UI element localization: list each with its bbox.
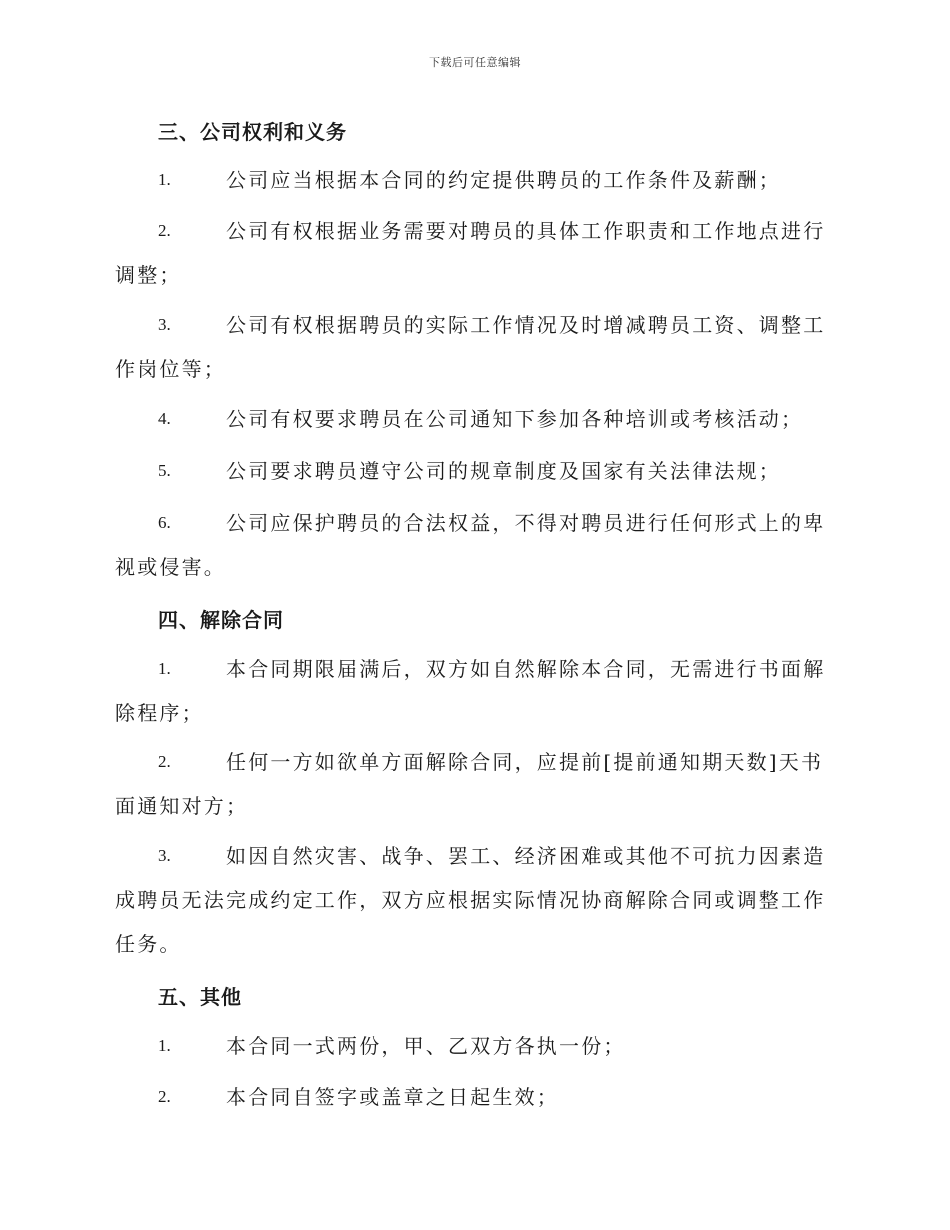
- section-heading: 五、其他: [158, 985, 242, 1009]
- item-number: 2.: [158, 1087, 171, 1106]
- item-number: 1.: [158, 1036, 171, 1055]
- item-number: 2.: [158, 752, 171, 771]
- item-text: 如因自然灾害、战争、罢工、经济困难或其他不可抗力因素造成聘员无法完成约定工作，双方应根据实际情况协商解除合同或调整工作任务。: [115, 844, 826, 956]
- item-text: 本合同一式两份，甲、乙双方各执一份；: [226, 1034, 626, 1058]
- list-item: [115, 752, 835, 828]
- item-number: 4.: [158, 409, 171, 428]
- item-number: 5.: [158, 461, 171, 480]
- header-note: 下载后可任意编辑: [429, 56, 521, 69]
- list-item: [115, 513, 835, 589]
- item-text: 本合同期限届满后，双方如自然解除本合同，无需进行书面解除程序；: [115, 657, 826, 725]
- list-item: [115, 315, 835, 391]
- item-text: 公司要求聘员遵守公司的规章制度及国家有关法律法规；: [226, 459, 781, 483]
- item-text: 公司有权根据聘员的实际工作情况及时增减聘员工资、调整工作岗位等；: [115, 313, 826, 381]
- list-item: [115, 409, 835, 441]
- list-item: [115, 461, 835, 493]
- list-item: [115, 1036, 835, 1068]
- section-heading: 四、解除合同: [158, 608, 284, 632]
- item-text: 任何一方如欲单方面解除合同，应提前[提前通知期天数]天书面通知对方；: [115, 750, 824, 818]
- item-text: 公司应当根据本合同的约定提供聘员的工作条件及薪酬；: [226, 168, 781, 192]
- item-number: 1.: [158, 659, 171, 678]
- item-text: 本合同自签字或盖章之日起生效；: [226, 1085, 559, 1109]
- list-item: [115, 846, 835, 966]
- list-item: [115, 221, 835, 297]
- list-item: [115, 170, 835, 202]
- item-text: 公司应保护聘员的合法权益，不得对聘员进行任何形式上的卑视或侵害。: [115, 511, 826, 579]
- item-number: 3.: [158, 315, 171, 334]
- item-text: 公司有权要求聘员在公司通知下参加各种培训或考核活动；: [226, 407, 804, 431]
- item-number: 3.: [158, 846, 171, 865]
- list-item: [115, 1087, 835, 1119]
- section-heading: 三、公司权利和义务: [158, 120, 347, 144]
- list-item: [115, 659, 835, 735]
- item-number: 1.: [158, 170, 171, 189]
- item-text: 公司有权根据业务需要对聘员的具体工作职责和工作地点进行调整；: [115, 219, 826, 287]
- item-number: 2.: [158, 221, 171, 240]
- item-number: 6.: [158, 513, 171, 532]
